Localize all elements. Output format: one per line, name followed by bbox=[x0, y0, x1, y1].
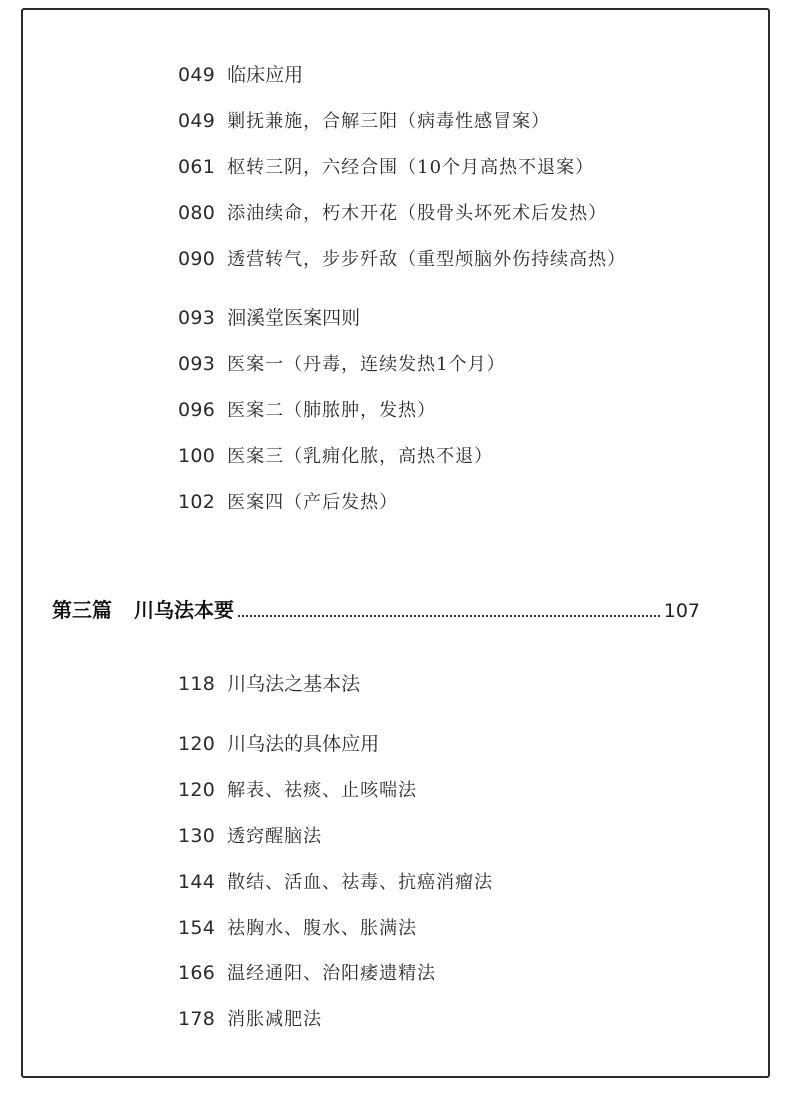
toc-entry[interactable] bbox=[178, 60, 303, 90]
toc-page-number: 080 bbox=[178, 202, 216, 224]
toc-entry[interactable] bbox=[178, 244, 626, 274]
toc-page-number: 118 bbox=[178, 673, 216, 695]
part-heading[interactable] bbox=[52, 594, 700, 626]
toc-entry[interactable] bbox=[178, 395, 436, 425]
toc-entry-title: 川乌法之基本法 bbox=[227, 673, 361, 695]
toc-entry-title: 温经通阳、治阳痿遗精法 bbox=[227, 963, 437, 984]
toc-entry[interactable] bbox=[178, 487, 398, 517]
toc-entry-title: 枢转三阴，六经合围（10个月高热不退案） bbox=[227, 157, 595, 178]
toc-page-number: 100 bbox=[178, 445, 216, 467]
toc-page-number: 166 bbox=[178, 962, 216, 984]
toc-page-number: 090 bbox=[178, 248, 216, 270]
toc-page-number: 061 bbox=[178, 156, 216, 178]
toc-entry[interactable] bbox=[178, 152, 594, 182]
toc-entry-title: 透窍醒脑法 bbox=[227, 826, 323, 847]
toc-entry-title: 消胀减肥法 bbox=[227, 1009, 323, 1030]
toc-page-number: 093 bbox=[178, 353, 216, 375]
toc-page-number: 130 bbox=[178, 825, 216, 847]
toc-entry-title: 散结、活血、祛毒、抗癌消瘤法 bbox=[227, 872, 494, 893]
toc-entry-title: 医案四（产后发热） bbox=[227, 492, 399, 513]
toc-entry-title: 剿抚兼施，合解三阳（病毒性感冒案） bbox=[227, 111, 551, 132]
toc-entry-title: 医案三（乳痈化脓，高热不退） bbox=[227, 446, 494, 467]
part-title: 川乌法本要 bbox=[134, 598, 234, 622]
toc-entry[interactable] bbox=[178, 958, 436, 988]
toc-page-number: 102 bbox=[178, 491, 216, 513]
dot-leader bbox=[238, 615, 660, 617]
toc-page-number: 144 bbox=[178, 871, 216, 893]
toc-entry[interactable] bbox=[178, 775, 417, 805]
toc-page-number: 120 bbox=[178, 779, 216, 801]
toc-entry[interactable] bbox=[178, 303, 360, 333]
toc-page-number: 154 bbox=[178, 917, 216, 939]
part-label: 第三篇 bbox=[52, 598, 112, 622]
toc-entry[interactable] bbox=[178, 867, 493, 897]
toc-entry-title: 医案二（肺脓肿，发热） bbox=[227, 400, 437, 421]
toc-page-number: 120 bbox=[178, 733, 216, 755]
toc-entry-title: 川乌法的具体应用 bbox=[227, 733, 380, 755]
toc-entry[interactable] bbox=[178, 913, 417, 943]
toc-entry[interactable] bbox=[178, 441, 493, 471]
toc-page-number: 049 bbox=[178, 64, 216, 86]
toc-entry-title: 祛胸水、腹水、胀满法 bbox=[227, 918, 418, 939]
toc-entry-title: 临床应用 bbox=[227, 64, 304, 86]
toc-entry[interactable] bbox=[178, 1004, 322, 1034]
toc-entry-title: 添油续命，朽木开花（股骨头坏死术后发热） bbox=[227, 203, 608, 224]
toc-entry-title: 洄溪堂医案四则 bbox=[227, 307, 361, 329]
toc-entry[interactable] bbox=[178, 729, 379, 759]
toc-entry[interactable] bbox=[178, 106, 550, 136]
toc-page-number: 178 bbox=[178, 1008, 216, 1030]
toc-entry[interactable] bbox=[178, 821, 322, 851]
toc-entry[interactable] bbox=[178, 198, 607, 228]
toc-entry[interactable] bbox=[178, 669, 360, 699]
toc-page-number: 049 bbox=[178, 110, 216, 132]
part-page-number: 107 bbox=[663, 600, 700, 622]
toc-entry-title: 医案一（丹毒，连续发热1个月） bbox=[227, 354, 506, 375]
toc-page-number: 096 bbox=[178, 399, 216, 421]
toc-page-number: 093 bbox=[178, 307, 216, 329]
toc-entry[interactable] bbox=[178, 349, 506, 379]
toc-entry-title: 解表、祛痰、止咳喘法 bbox=[227, 780, 418, 801]
toc-entry-title: 透营转气，步步歼敌（重型颅脑外伤持续高热） bbox=[227, 249, 627, 270]
